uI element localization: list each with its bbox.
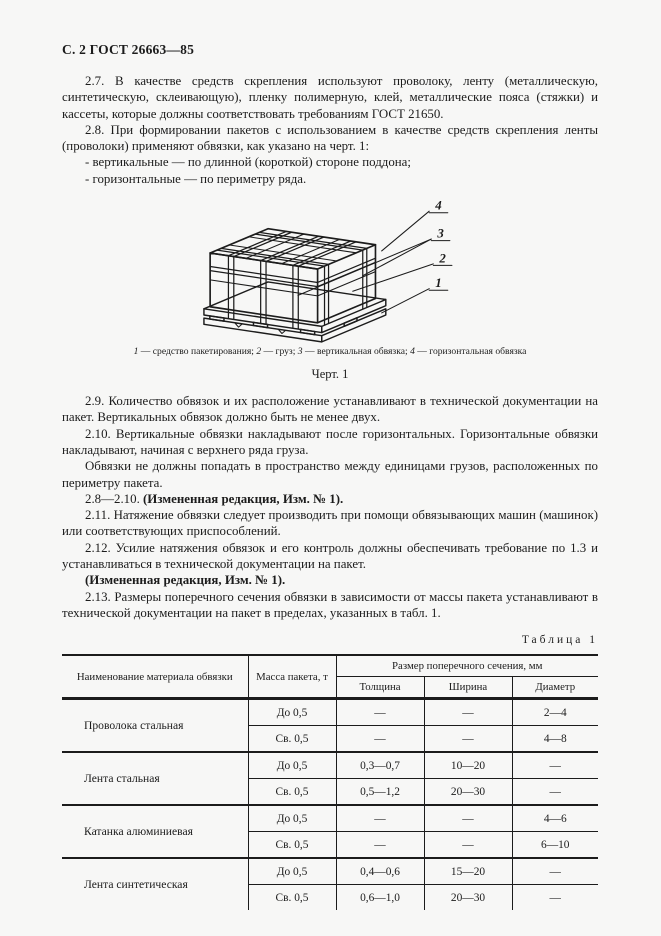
paragraph-2-13: 2.13. Размеры поперечного сечения обвязки в зависимости от массы пакета устанавливают в технической документации на пакет в пределах, указанных в табл. 1. <box>62 589 598 620</box>
figure-caption: 1 — средство пакетирования; 2 — груз; 3 — вертикальная обвязка; 4 — горизонтальная обвязка <box>133 346 527 358</box>
paragraph-2-9: 2.9. Количество обвязок и их расположение устанавливают в технической документации на пакет. Вертикальных обвязок должно быть не менее двух. <box>62 394 598 425</box>
paragraph-2-12: 2.12. Усилие натяжения обвязок и его контроль должны обеспечивать требование по 1.3 и устанавливаться в технической документации на пакет. <box>62 540 598 572</box>
paragraph-2-10: 2.10. Вертикальные обвязки накладывают после горизонтальных. Горизонтальные обвязки накладывают, начиная с верхнего ряда груза. <box>62 426 598 457</box>
width-cell: 10—20 <box>424 752 512 779</box>
list-item-vertical: - вертикальные — по длинной (короткой) стороне поддона; <box>85 155 411 170</box>
page-header: С. 2 ГОСТ 26663—85 <box>62 42 195 57</box>
caption-ref-number: 4 <box>410 346 415 358</box>
column-header-thickness: Толщина <box>336 677 424 699</box>
package-drawing-svg <box>175 193 485 343</box>
thickness-cell: — <box>336 726 424 753</box>
diameter-cell: — <box>512 779 598 806</box>
table-header <box>62 655 598 699</box>
figure-label-2: 2 <box>439 250 446 266</box>
amendment-range: 2.8—2.10. <box>85 491 144 506</box>
figure-1 <box>62 193 598 382</box>
mass-cell: Св. 0,5 <box>248 885 336 911</box>
width-cell: 20—30 <box>424 885 512 911</box>
width-cell: — <box>424 726 512 753</box>
mass-cell: Св. 0,5 <box>248 832 336 859</box>
thickness-cell: — <box>336 699 424 726</box>
table-label: Таблица 1 <box>521 634 598 647</box>
width-cell: — <box>424 832 512 859</box>
column-header-mass: Масса пакета, т <box>248 655 336 699</box>
mass-cell: До 0,5 <box>248 699 336 726</box>
paragraph-2-7: 2.7. В качестве средств скрепления используют проволоку, ленту (металлическую, синтетическую, склеивающую), пленку полимерную, клей, металлические пояса (стяжки) и кассеты, которые должны соответствовать требованиям ГОСТ 21650. <box>62 74 598 121</box>
thickness-cell: — <box>336 805 424 832</box>
figure-label-1: 1 <box>435 275 442 291</box>
table-body <box>62 699 598 911</box>
diameter-cell: 2—4 <box>512 699 598 726</box>
figure-ref-numbers <box>434 198 446 291</box>
paragraph-2-10-b: Обвязки не должны попадать в пространство между единицами грузов, расположенных по периметру пакета. <box>62 459 598 490</box>
figure-title: Черт. 1 <box>311 367 349 382</box>
table-row <box>62 858 598 885</box>
thickness-cell: — <box>336 832 424 859</box>
figure-label-3: 3 <box>437 225 444 241</box>
mass-cell: До 0,5 <box>248 752 336 779</box>
caption-ref-number: 1 <box>133 346 139 358</box>
diameter-cell: — <box>512 858 598 885</box>
table-row <box>62 805 598 832</box>
material-cell: Проволока стальная <box>62 699 248 753</box>
thickness-cell: 0,4—0,6 <box>336 858 424 885</box>
column-header-width: Ширина <box>424 677 512 699</box>
diameter-cell: 6—10 <box>512 832 598 859</box>
amendment-note: (Измененная редакция, Изм. № 1). <box>143 491 344 506</box>
paragraph-2-8: 2.8. При формировании пакетов с использованием в качестве средств скрепления ленты (проволоки) применяют обвязки, как указано на черт. 1: <box>62 122 598 154</box>
pallet <box>204 282 386 342</box>
diameter-cell: 4—6 <box>512 805 598 832</box>
paragraph-2-8-2-10-amendment <box>62 491 598 507</box>
width-cell: — <box>424 805 512 832</box>
mass-cell: До 0,5 <box>248 805 336 832</box>
thickness-cell: 0,5—1,2 <box>336 779 424 806</box>
width-cell: — <box>424 699 512 726</box>
mass-cell: До 0,5 <box>248 858 336 885</box>
material-cell: Лента синтетическая <box>62 858 248 910</box>
paragraph-2-11: 2.11. Натяжение обвязки следует производить при помощи обвязывающих машин (машинок) или соответствующих приспособлений. <box>62 508 598 539</box>
diameter-cell: — <box>512 752 598 779</box>
diameter-cell: — <box>512 885 598 911</box>
column-header-cross-section: Размер поперечного сечения, мм <box>336 655 598 677</box>
caption-ref-number: 2 <box>256 346 262 358</box>
mass-cell: Св. 0,5 <box>248 726 336 753</box>
material-cell: Катанка алюминиевая <box>62 805 248 858</box>
column-header-diameter: Диаметр <box>512 677 598 699</box>
width-cell: 20—30 <box>424 779 512 806</box>
list-item-horizontal: - горизонтальные — по периметру ряда. <box>85 171 307 186</box>
figure-label-4: 4 <box>435 197 442 213</box>
width-cell: 15—20 <box>424 858 512 885</box>
strap-dimensions-table <box>62 654 598 910</box>
thickness-cell: 0,3—0,7 <box>336 752 424 779</box>
mass-cell: Св. 0,5 <box>248 779 336 806</box>
paragraph-2-12-amendment: (Измененная редакция, Изм. № 1). <box>85 573 286 588</box>
table-row <box>62 699 598 726</box>
caption-ref-number: 3 <box>297 346 303 358</box>
column-header-material: Наименование материала обвязки <box>76 670 233 683</box>
diameter-cell: 4—8 <box>512 726 598 753</box>
table-row <box>62 752 598 779</box>
thickness-cell: 0,6—1,0 <box>336 885 424 911</box>
material-cell: Лента стальная <box>62 752 248 805</box>
